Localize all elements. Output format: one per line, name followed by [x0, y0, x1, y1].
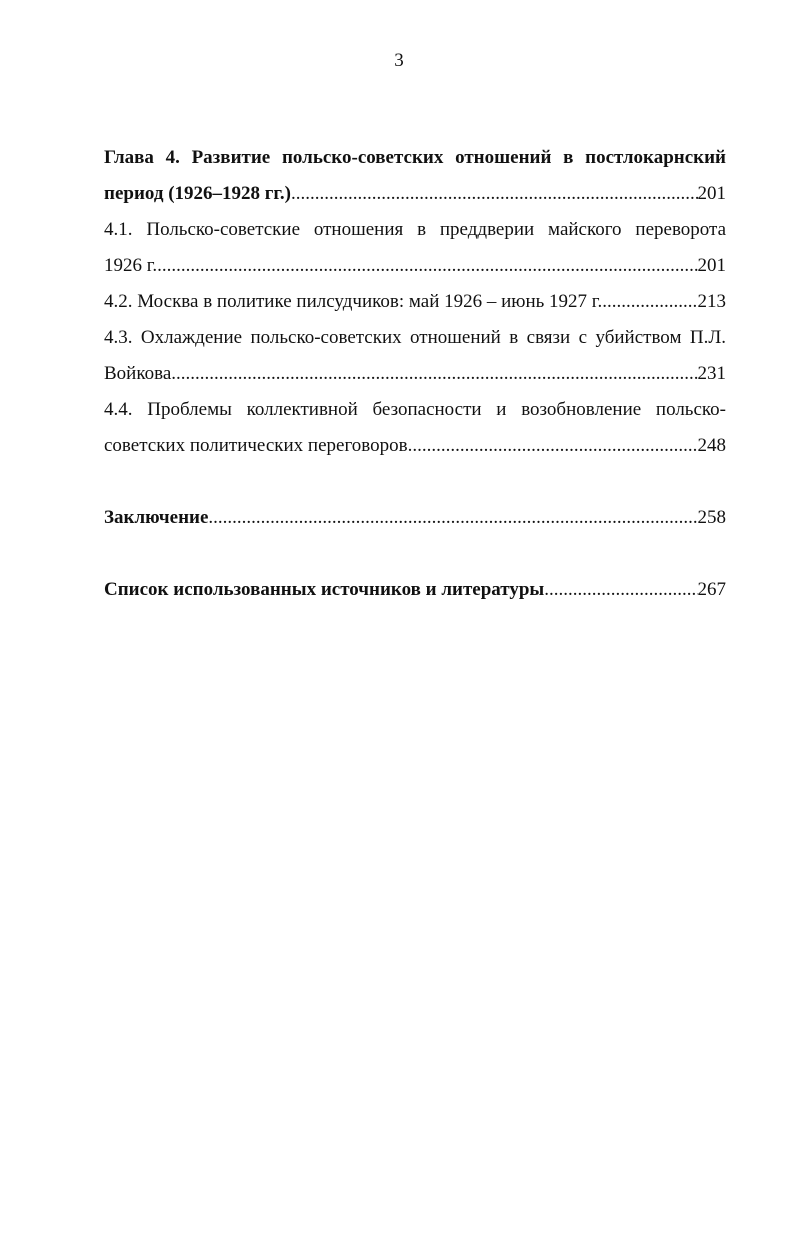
section-4-3-entry[interactable] [104, 356, 726, 392]
section-4-3-page: 231 [697, 363, 726, 384]
section-4-1-page: 201 [697, 255, 726, 276]
dot-leader [602, 284, 697, 320]
section-4-2-title: 4.2. Москва в политике пилсудчиков: май 1926 – июнь 1927 г. [104, 291, 603, 312]
page-number: 3 [394, 50, 404, 71]
chapter-4-title-line1: Глава 4. Развитие польско-советских отношений в постлокарнский [104, 147, 726, 168]
section-4-3-line1: 4.3. Охлаждение польско-советских отношений в связи с убийством П.Л. [104, 327, 726, 348]
section-4-2-entry[interactable] [104, 284, 726, 320]
dot-leader [157, 248, 697, 284]
bibliography-title: Список использованных источников и литературы [104, 579, 545, 600]
section-4-1-line1: 4.1. Польско-советские отношения в преддверии майского переворота [104, 219, 726, 240]
dot-leader [291, 176, 698, 212]
chapter-4-entry[interactable] [104, 176, 726, 212]
chapter-4-page: 201 [697, 183, 726, 204]
dot-leader [208, 500, 697, 536]
section-4-4-page: 248 [697, 435, 726, 456]
section-4-1-line2: 1926 г. [104, 255, 158, 276]
bibliography-page: 267 [697, 579, 726, 600]
table-of-contents [104, 140, 726, 608]
chapter-4-title-line2: период (1926–1928 гг.) [104, 183, 291, 204]
section-4-4-line1: 4.4. Проблемы коллективной безопасности и возобновление польско- [104, 399, 726, 420]
section-4-4-entry[interactable] [104, 428, 726, 464]
section-4-4-line2: советских политических переговоров [104, 435, 408, 456]
bibliography-entry[interactable] [104, 572, 726, 608]
dot-leader [408, 428, 698, 464]
conclusion-entry[interactable] [104, 500, 726, 536]
dot-leader [544, 572, 697, 608]
dot-leader [171, 356, 697, 392]
section-4-2-page: 213 [697, 291, 726, 312]
conclusion-title: Заключение [104, 507, 209, 528]
section-4-3-line2: Войкова [104, 363, 172, 384]
section-4-1-entry[interactable] [104, 248, 726, 284]
conclusion-page: 258 [697, 507, 726, 528]
